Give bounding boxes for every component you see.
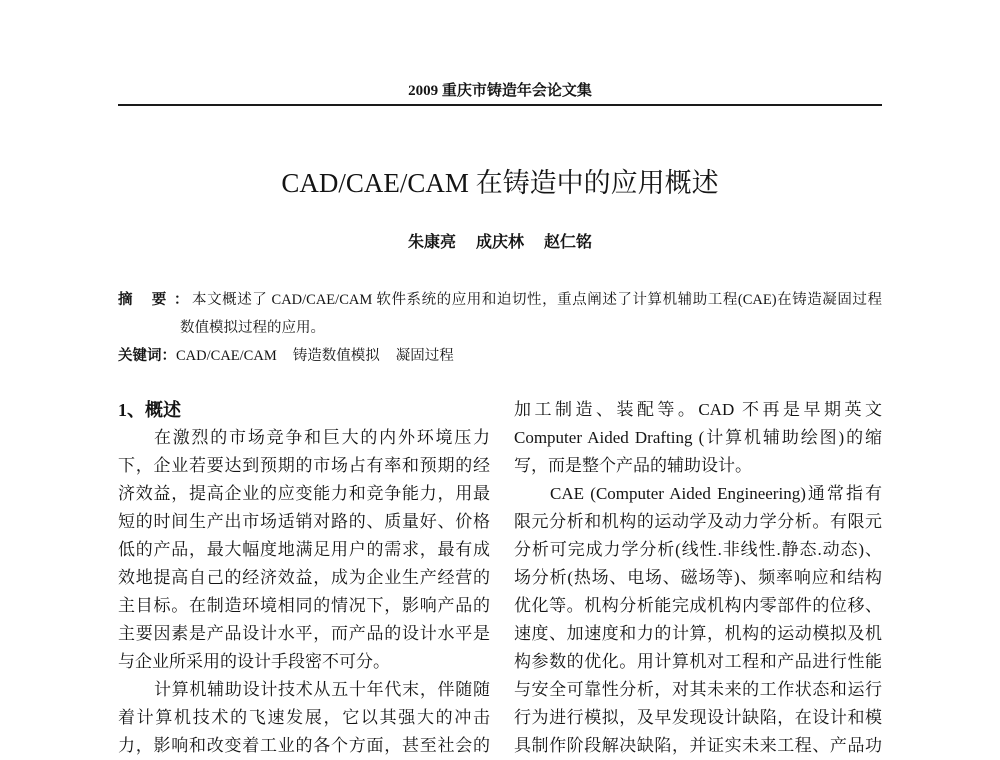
abstract bbox=[118, 286, 882, 370]
abstract-line: 数值模拟过程的应用。 bbox=[180, 320, 325, 336]
keyword: 凝固过程 bbox=[395, 348, 454, 364]
running-title: 2009 重庆市铸造年会论文集 bbox=[408, 83, 592, 99]
text-line: 速度、加速度和力的计算，机构的运动模拟及机 bbox=[514, 624, 882, 643]
text-line: 主要因素是产品设计水平，而产品的设计水平是 bbox=[118, 624, 490, 643]
text-line: Computer Aided Drafting (计算机辅助绘图)的缩 bbox=[514, 428, 882, 447]
text-line: 限元分析和机构的运动学及动力学分析。有限元 bbox=[514, 512, 882, 531]
text-line: 短的时间生产出市场适销对路的、质量好、价格 bbox=[118, 512, 490, 531]
abstract-label: 摘 要： bbox=[118, 292, 197, 308]
text-line: 分析可完成力学分析(线性.非线性.静态.动态)、 bbox=[514, 540, 882, 559]
text-line: 具制作阶段解决缺陷，并证实未来工程、产品功 bbox=[514, 736, 882, 755]
text-line: 主目标。在制造环境相同的情况下，影响产品的 bbox=[118, 596, 490, 615]
paper-title: CAD/CAE/CAM 在铸造中的应用概述 bbox=[281, 168, 719, 198]
text-line: 写，而是整个产品的辅助设计。 bbox=[514, 456, 752, 475]
text-line: 效地提高自己的经济效益，成为企业生产经营的 bbox=[118, 568, 490, 587]
text-line: 行为进行模拟，及早发现设计缺陷，在设计和模 bbox=[514, 708, 882, 727]
section-heading: 1、概述 bbox=[118, 400, 181, 420]
text-line: 与安全可靠性分析，对其未来的工作状态和运行 bbox=[514, 680, 882, 699]
author-name: 朱康亮 bbox=[407, 234, 456, 251]
text-line: 济效益，提高企业的应变能力和竞争能力，用最 bbox=[118, 484, 490, 503]
text-line: 加工制造、装配等。CAD 不再是早期英文 bbox=[514, 400, 882, 419]
text-line: 下，企业若要达到预期的市场占有率和预期的经 bbox=[118, 456, 490, 475]
abstract-line bbox=[118, 286, 882, 314]
keywords bbox=[118, 342, 882, 370]
text-line: 与企业所采用的设计手段密不可分。 bbox=[118, 652, 390, 671]
header-rule bbox=[118, 104, 882, 106]
text-line: 计算机辅助设计技术从五十年代末，伴随随 bbox=[154, 680, 490, 699]
abstract-text: 本文概述了 CAD/CAE/CAM 软件系统的应用和迫切性，重点阐述了计算机辅助工程(CAE)在铸造凝固过程 bbox=[192, 292, 882, 308]
text-line: 构参数的优化。用计算机对工程和产品进行性能 bbox=[514, 652, 882, 671]
author-name: 赵仁铭 bbox=[544, 234, 593, 251]
body-column-left bbox=[118, 396, 490, 760]
text-line: 力，影响和改变着工业的各个方面，甚至社会的 bbox=[118, 736, 490, 755]
text-line: CAE (Computer Aided Engineering)通常指有 bbox=[550, 484, 882, 503]
text-line: 优化等。机构分析能完成机构内零部件的位移、 bbox=[514, 596, 882, 615]
text-line: 在激烈的市场竞争和巨大的内外环境压力 bbox=[154, 428, 490, 447]
text-line: 着计算机技术的飞速发展，它以其强大的冲击 bbox=[118, 708, 490, 727]
keyword: CAD/CAE/CAM bbox=[176, 348, 277, 364]
body-column-right bbox=[514, 396, 882, 760]
text-line: 低的产品，最大幅度地满足用户的需求，最有成 bbox=[118, 540, 490, 559]
keywords-label: 关键词： bbox=[118, 348, 176, 364]
author-list bbox=[118, 231, 882, 255]
keyword: 铸造数值模拟 bbox=[292, 348, 380, 364]
text-line: 场分析(热场、电场、磁场等)、频率响应和结构 bbox=[514, 568, 882, 587]
author-name: 成庆林 bbox=[475, 234, 524, 251]
